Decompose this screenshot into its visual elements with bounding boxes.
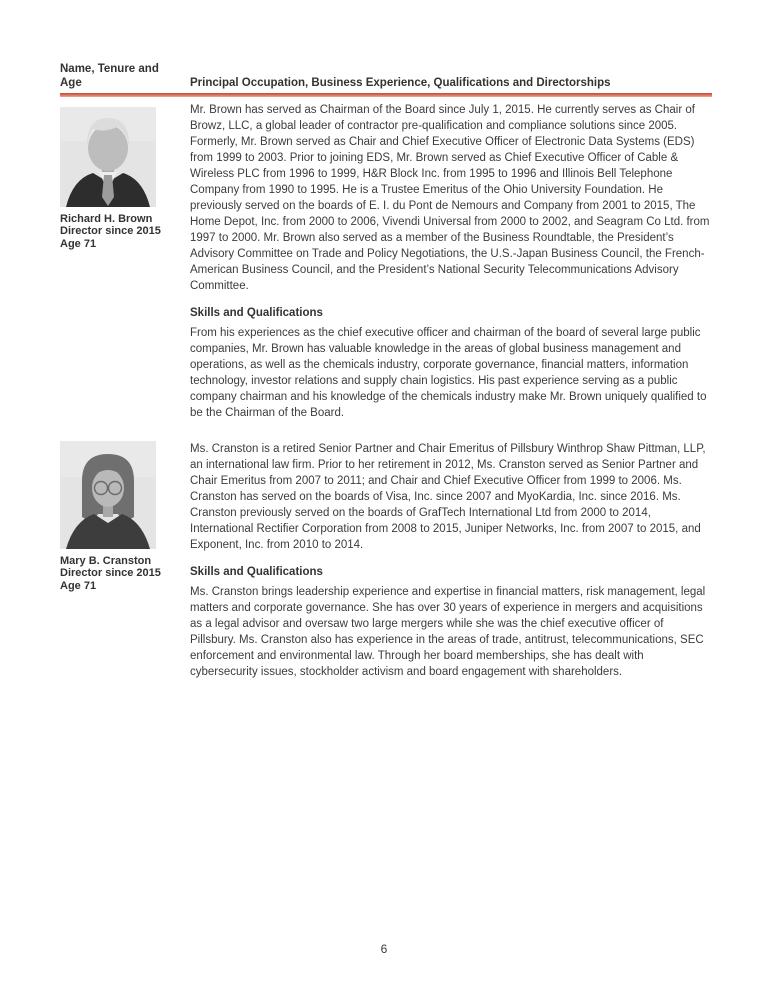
richard-h-brown-photo: [60, 107, 156, 207]
director-brown-skills: From his experiences as the chief executive officer and chairman of the board of several large public companies, Mr. Brown has valuable knowledge in the areas of global business management and operations, as well as the chemicals industry, corporate governance, financial matters, information technology, investor relations and supply chain logistics. His past experience serving as a public company chairman and his knowledge of the chemicals industry make Mr. Brown uniquely qualified to be the Chairman of the Board.: [190, 326, 707, 419]
director-brown-left-column: [60, 102, 190, 421]
column-header-name-tenure-age: [60, 63, 190, 90]
header-line-1: Name, Tenure and: [60, 63, 159, 75]
director-brown-bio-column: [190, 102, 712, 421]
director-name: Richard H. Brown: [60, 212, 153, 225]
header-line-2: Age: [60, 76, 82, 89]
director-brown-caption: [60, 213, 190, 251]
director-cranston-left-column: [60, 441, 190, 680]
director-cranston-skills-heading: Skills and Qualifications: [190, 565, 323, 578]
director-tenure: Director since 2015: [60, 225, 161, 237]
director-cranston-caption: [60, 555, 190, 593]
director-age: Age 71: [60, 579, 97, 592]
director-cranston-skills: Ms. Cranston brings leadership experience and expertise in financial matters, risk management, legal matters and corporate governance. She has over 30 years of experience in mergers and acquisitions as a legal advisor and oversaw two large mergers while she was the chief executive officer of Pillsbury. Ms. Cranston also has experience in the areas of trade, antitrust, telecommunications, SEC enforcement and environmental law. Through her board memberships, she has dealt with cybersecurity issues, stockholder activism and board engagement with shareholders.: [190, 585, 706, 678]
director-age: Age 71: [60, 237, 97, 250]
page-number: 6: [380, 942, 388, 956]
mary-b-cranston-photo: [60, 441, 156, 549]
director-name: Mary B. Cranston: [60, 554, 152, 567]
director-brown-skills-heading: Skills and Qualifications: [190, 306, 323, 319]
portrait-woman-icon: [60, 441, 156, 549]
director-tenure: Director since 2015: [60, 567, 161, 579]
director-row-brown: [60, 102, 712, 421]
document-body: [60, 63, 712, 680]
table-header-row: [60, 63, 712, 90]
director-row-cranston: [60, 441, 712, 680]
header-rule: [60, 93, 712, 97]
director-cranston-bio: Ms. Cranston is a retired Senior Partner and Chair Emeritus of Pillsbury Winthrop Shaw Pittman, LLP, an international law firm. Prior to her retirement in 2012, Ms. Cranston served as Senior Partner and Chair Emeritus from 2007 to 2011; and Chair and Chief Executive Officer from 1999 to 2006. Ms. Cranston has served on the boards of Visa, Inc. since 2007 and MyoKardia, Inc. since 2016. Ms. Cranston previously served on the boards of GrafTech International Ltd from 2000 to 2014, International Rectifier Corporation from 2008 to 2015, Juniper Networks, Inc. from 2007 to 2015, and Exponent, Inc. from 2010 to 2014.: [190, 442, 706, 551]
column-header-principal-occupation: Principal Occupation, Business Experience, Qualifications and Directorships: [190, 76, 611, 89]
director-brown-bio: Mr. Brown has served as Chairman of the Board since July 1, 2015. He currently serves as Chair of Browz, LLC, a global leader of contractor pre-qualification and compliance solutions since 2005. Formerly, Mr. Brown served as Chair and Chief Executive Officer of Electronic Data Systems (EDS) from 1999 to 2003. Prior to joining EDS, Mr. Brown served as Chief Executive Officer of Cable & Wireless PLC from 1996 to 1999, H&R Block Inc. from 1995 to 1996 and Illinois Bell Telephone Company from 1990 to 1995. He is a Trustee Emeritus of the Ohio University Foundation. He previously served on the boards of E. I. du Pont de Nemours and Company from 2001 to 2015, The Home Depot, Inc. from 2000 to 2006, Vivendi Universal from 2000 to 2002, and Seagram Co Ltd. from 1997 to 2000. Mr. Brown also served as a member of the Business Roundtable, the President’s Advisory Committee on Trade and Policy Negotiations, the U.S.-Japan Business Council, the French-American Business Council, and the President’s National Security Telecommunications Advisory Committee.: [190, 103, 710, 292]
portrait-man-icon: [60, 107, 156, 207]
director-cranston-bio-column: [190, 441, 712, 680]
